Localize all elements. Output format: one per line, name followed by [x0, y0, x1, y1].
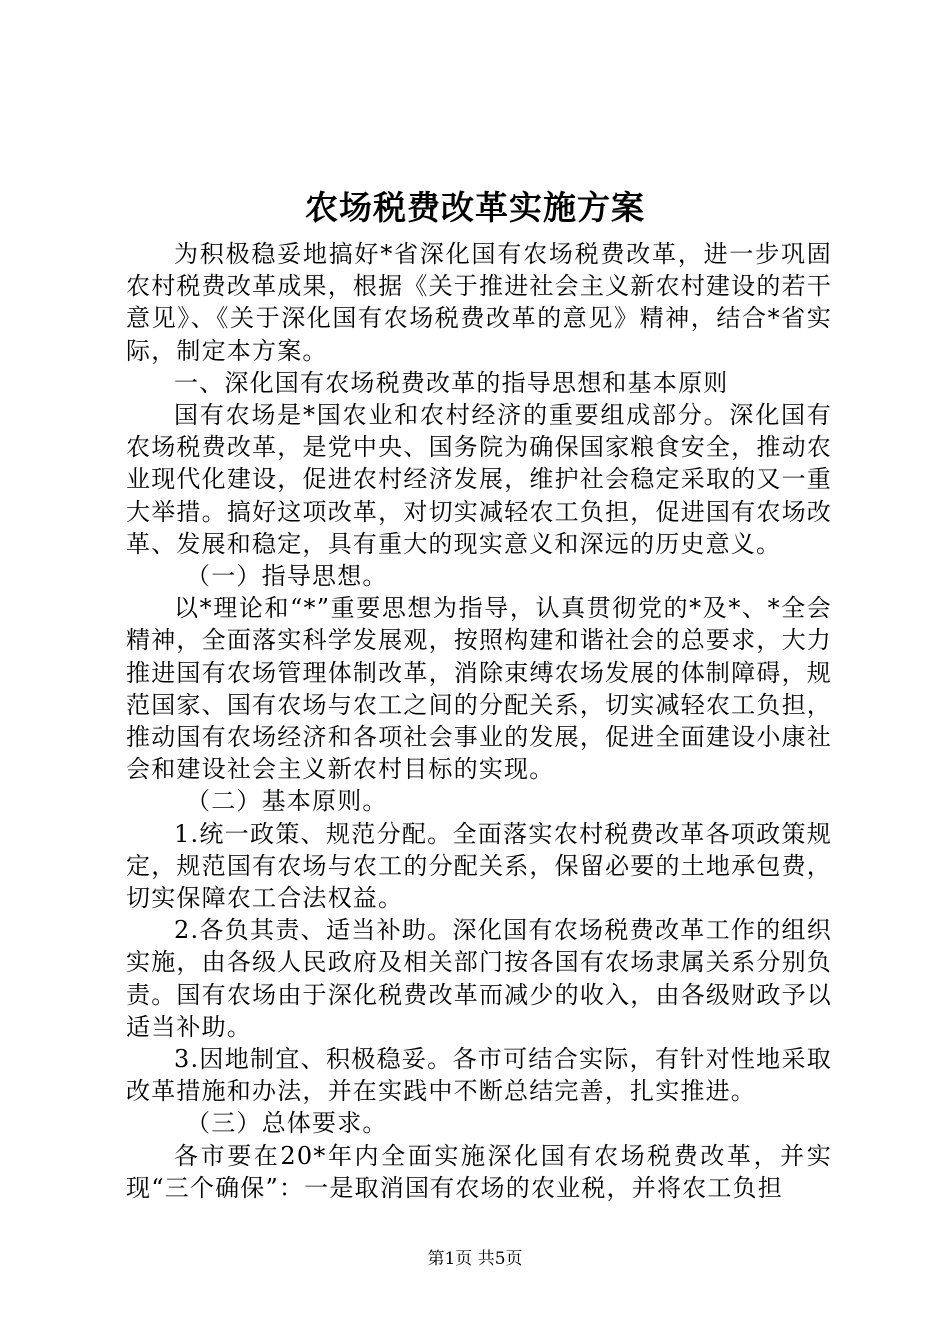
- subsection-heading-overall-requirements: （三）总体要求。: [186, 1109, 388, 1138]
- body-paragraph: 各市要在20*年内全面实施深化国有农场税费改革，并实现“三个确保”：一是取消国有农场的农业税，并将农工负担: [126, 1141, 832, 1202]
- principle-item-2: 2.各负其责、适当补助。深化国有农场税费改革工作的组织实施，由各级人民政府及相关部门按各国有农场隶属关系分别负责。国有农场由于深化税费改革而减少的收入，由各级财政予以适当补助。: [126, 916, 832, 1041]
- subsection-heading-guiding-ideology: （一）指导思想。: [186, 562, 388, 591]
- intro-paragraph: 为积极稳妥地搞好*省深化国有农场税费改革，进一步巩固农村税费改革成果，根据《关于推进社会主义新农村建设的若干意见》、《关于深化国有农场税费改革的意见》精神，结合*省实际，制定本方案。: [126, 240, 832, 365]
- section-heading-1: 一、深化国有农场税费改革的指导思想和基本原则: [174, 368, 729, 397]
- principle-item-3: 3.因地制宜、积极稳妥。各市可结合实际，有针对性地采取改革措施和办法，并在实践中不断总结完善，扎实推进。: [126, 1045, 832, 1106]
- document-title: 农场税费改革实施方案: [305, 188, 645, 227]
- subsection-heading-basic-principles: （二）基本原则。: [186, 787, 388, 816]
- document-body: [126, 238, 832, 1204]
- body-paragraph: 国有农场是*国农业和农村经济的重要组成部分。深化国有农场税费改革，是党中央、国务院为确保国家粮食安全，推动农业现代化建设，促进农村经济发展，维护社会稳定采取的又一重大举措。搞好这项改革，对切实减轻农工负担，促进国有农场改革、发展和稳定，具有重大的现实意义和深远的历史意义。: [126, 401, 832, 558]
- principle-item-1: 1.统一政策、规范分配。全面落实农村税费改革各项政策规定，规范国有农场与农工的分配关系，保留必要的土地承包费，切实保障农工合法权益。: [126, 819, 832, 913]
- page-footer: 第1页 共5页: [427, 1249, 523, 1269]
- body-paragraph: 以*理论和“*”重要思想为指导，认真贯彻党的*及*、*全会精神，全面落实科学发展观，按照构建和谐社会的总要求，大力推进国有农场管理体制改革，消除束缚农场发展的体制障碍，规范国家、国有农场与农工之间的分配关系，切实减轻农工负担，推动国有农场经济和各项社会事业的发展，促进全面建设小康社会和建设社会主义新农村目标的实现。: [126, 594, 832, 784]
